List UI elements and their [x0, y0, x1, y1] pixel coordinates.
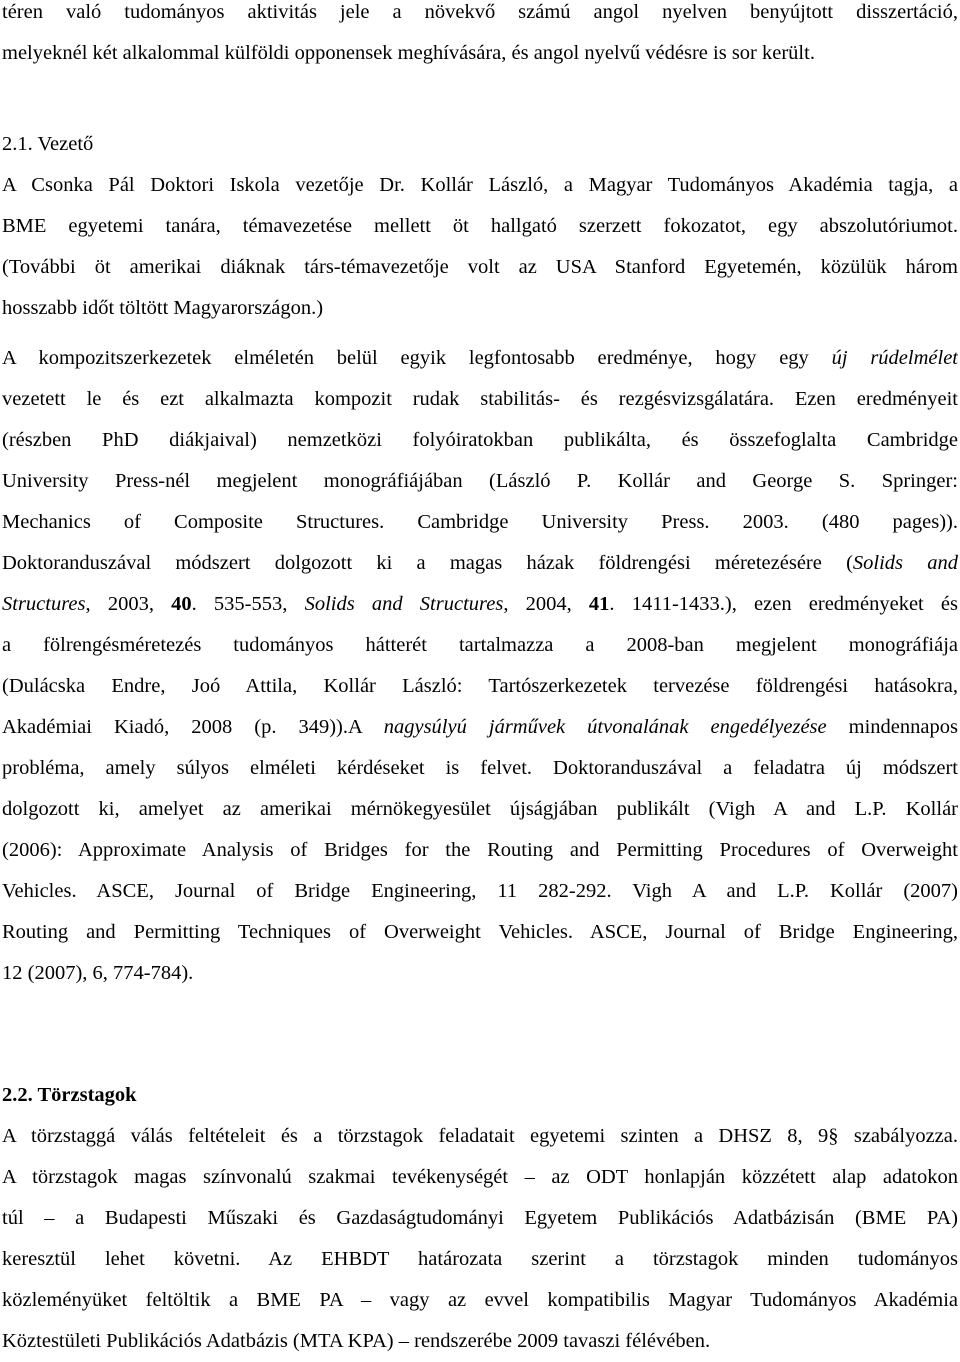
text-line: Akadémiai Kiadó, 2008 (p. 349)).A nagysúlyú járművek útvonalának engedélyezése mindennapos — [2, 716, 958, 738]
text-line: (Dulácska Endre, Joó Attila, Kollár László: Tartószerkezetek tervezése földrengési hatásokra, — [2, 675, 958, 697]
text-line: a fölrengésméretezés tudományos hátterét tartalmazza a 2008-ban megjelent monográfiája — [2, 634, 958, 656]
text-line: túl – a Budapesti Műszaki és Gazdaságtudományi Egyetem Publikációs Adatbázisán (BME PA) — [2, 1207, 958, 1229]
section-heading-vezeto: 2.1. Vezető — [2, 133, 94, 155]
text-line: Doktoranduszával módszert dolgozott ki a magas házak földrengési méretezésére (Solids and — [2, 552, 958, 574]
text-line: (2006): Approximate Analysis of Bridges for the Routing and Permitting Procedures of Overweight — [2, 839, 958, 861]
text-line: melyeknél két alkalommal külföldi opponensek meghívására, és angol nyelvű védésre is sor került. — [2, 42, 815, 64]
text-line: dolgozott ki, amelyet az amerikai mérnökegyesület újságjában publikált (Vigh A and L.P. Kollár — [2, 798, 958, 820]
intro-paragraph — [2, 0, 958, 74]
paragraph-leader — [2, 165, 958, 329]
text-line: téren való tudományos aktivitás jele a növekvő számú angol nyelven benyújtott disszertáció, — [2, 1, 958, 23]
text-line: 12 (2007), 6, 774-784). — [2, 962, 194, 984]
paragraph-research — [2, 338, 958, 994]
text-line: A törzstaggá válás feltételeit és a törzstagok feladatait egyetemi szinten a DHSZ 8, 9§ szabályozza. — [2, 1125, 958, 1147]
text-line: közleményüket feltöltik a BME PA – vagy az evvel kompatibilis Magyar Tudományos Akadémia — [2, 1289, 958, 1311]
text-line: (részben PhD diákjaival) nemzetközi folyóiratokban publikálta, és összefoglalta Cambridge — [2, 429, 958, 451]
text-line: Vehicles. ASCE, Journal of Bridge Engineering, 11 282-292. Vigh A and L.P. Kollár (2007) — [2, 880, 958, 902]
text-line: A kompozitszerkezetek elméletén belül egyik legfontosabb eredménye, hogy egy új rúdelmélet — [2, 347, 958, 369]
text-line: BME egyetemi tanára, témavezetése mellett öt hallgató szerzett fokozatot, egy abszolutóriumot. — [2, 215, 958, 237]
text-line: vezetett le és ezt alkalmazta kompozit rudak stabilitás- és rezgésvizsgálatára. Ezen eredményeit — [2, 388, 958, 410]
document-page — [2, 0, 958, 1362]
text-line: Structures, 2003, 40. 535-553, Solids and Structures, 2004, 41. 1411-1433.), ezen eredményeket és — [2, 593, 958, 615]
section-heading-torzstagok: 2.2. Törzstagok — [2, 1084, 137, 1106]
text-line: probléma, amely súlyos elméleti kérdéseket is felvet. Doktoranduszával a feladatra új módszert — [2, 757, 958, 779]
text-line: Mechanics of Composite Structures. Cambridge University Press. 2003. (480 pages)). — [2, 511, 958, 533]
text-line: (További öt amerikai diáknak társ-témavezetője volt az USA Stanford Egyetemén, közülük három — [2, 256, 958, 278]
text-line: hosszabb időt töltött Magyarországon.) — [2, 297, 324, 319]
paragraph-torzstagok — [2, 1116, 958, 1362]
text-line: A törzstagok magas színvonalú szakmai tevékenységét – az ODT honlapján közzétett alap adatokon — [2, 1166, 958, 1188]
text-line: A Csonka Pál Doktori Iskola vezetője Dr. Kollár László, a Magyar Tudományos Akadémia tagja, a — [2, 174, 958, 196]
text-line: keresztül lehet követni. Az EHBDT határozata szerint a törzstagok minden tudományos — [2, 1248, 958, 1270]
text-line: University Press-nél megjelent monográfiájában (László P. Kollár and George S. Springer: — [2, 470, 958, 492]
text-line: Köztestületi Publikációs Adatbázis (MTA KPA) – rendszerébe 2009 tavaszi félévében. — [2, 1330, 711, 1352]
text-line: Routing and Permitting Techniques of Overweight Vehicles. ASCE, Journal of Bridge Engineering, — [2, 921, 958, 943]
